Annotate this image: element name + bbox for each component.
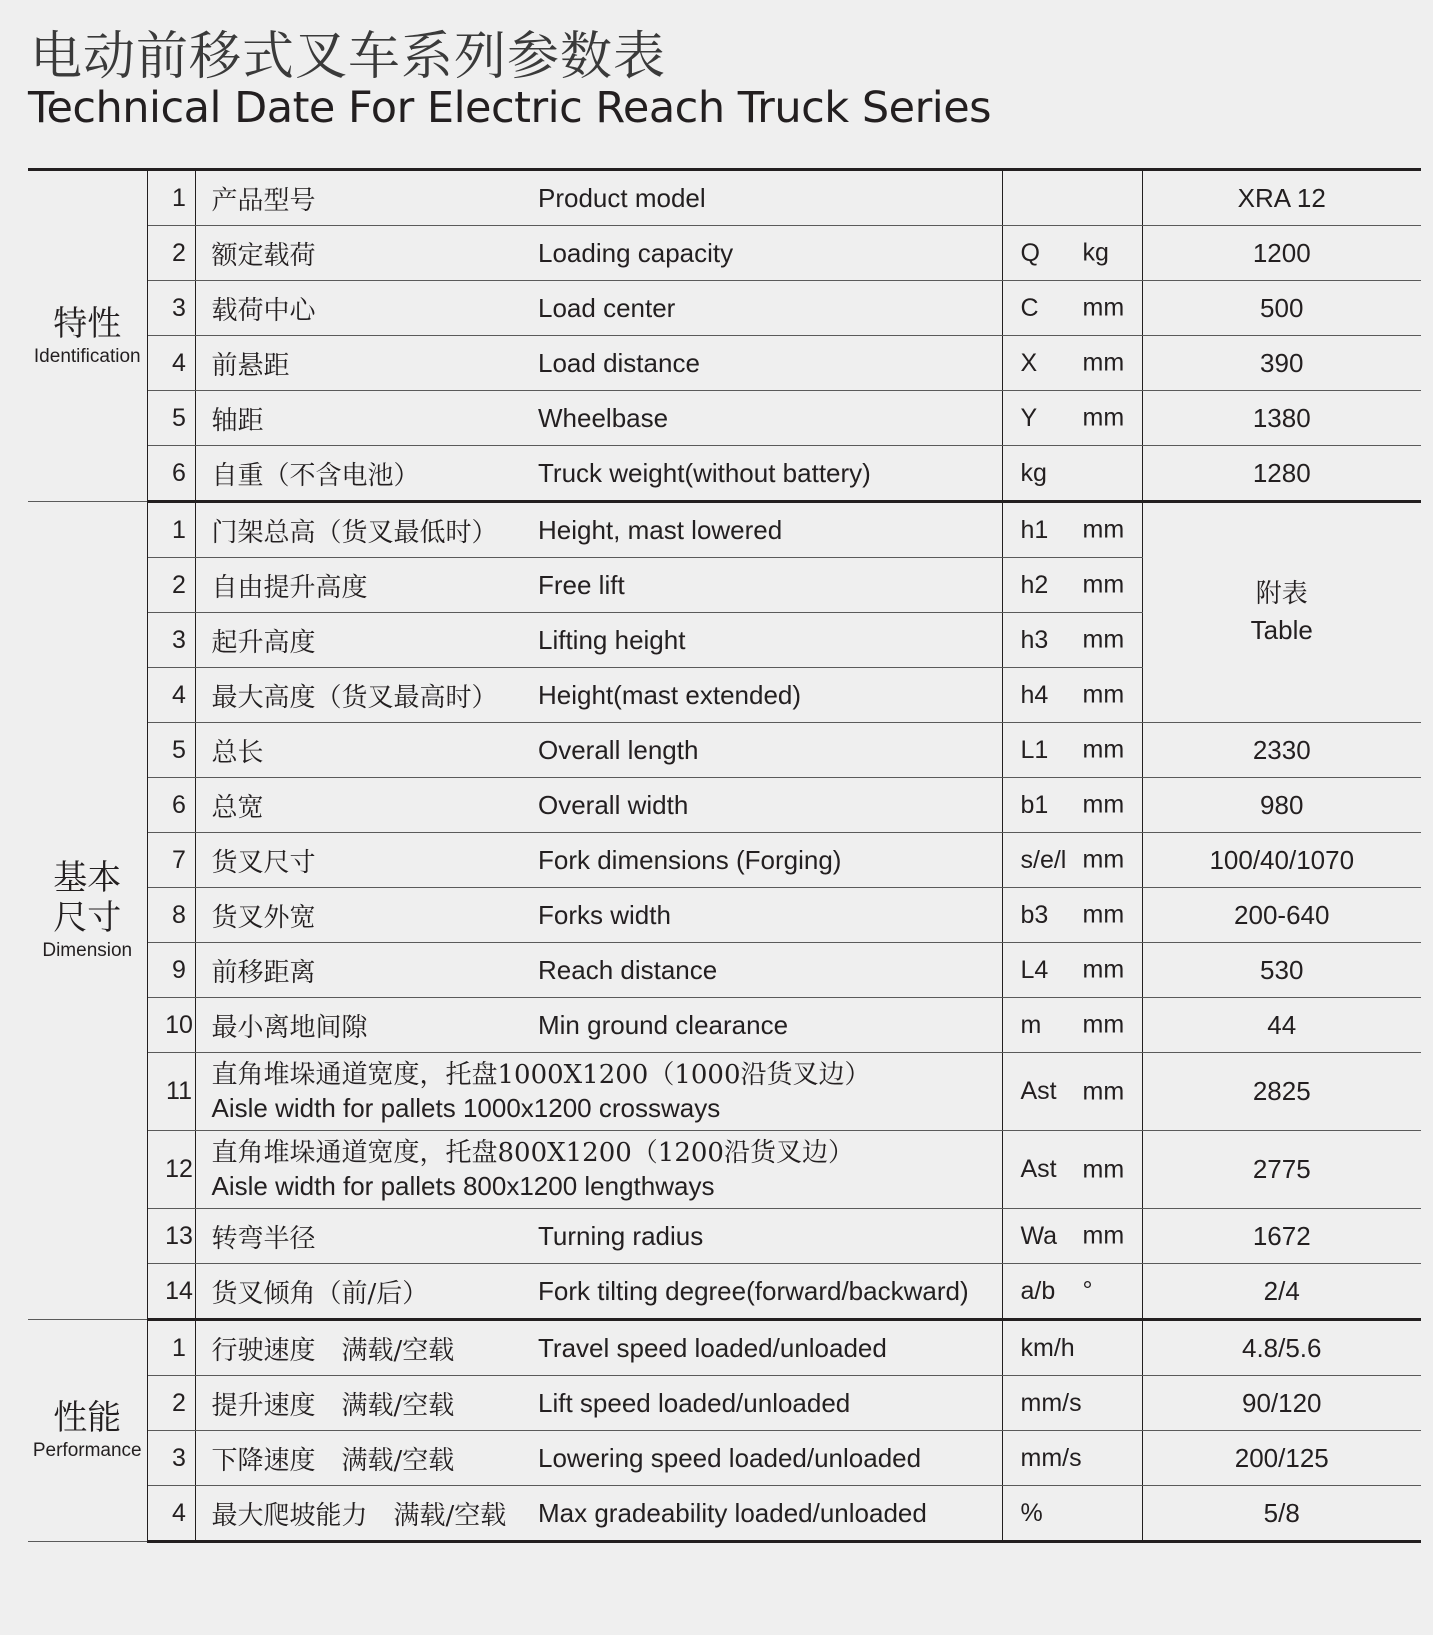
row-number: 5 — [147, 723, 195, 778]
param-name-en: Lifting height — [538, 613, 1002, 668]
param-value: 530 — [1142, 943, 1421, 998]
symbol: Q — [1020, 238, 1040, 267]
param-name-cn: 货叉尺寸 — [195, 833, 538, 888]
unit-cell — [1002, 558, 1142, 613]
table-row — [28, 226, 1421, 281]
unit-cell — [1002, 668, 1142, 723]
param-name-en: Min ground clearance — [538, 998, 1002, 1053]
param-name-cn: 最大高度（货叉最高时） — [195, 668, 538, 723]
param-value: 5/8 — [1142, 1486, 1421, 1542]
param-value: 500 — [1142, 281, 1421, 336]
param-name-cn: 直角堆垛通道宽度，托盘1000X1200（1000沿货叉边） — [211, 1060, 871, 1090]
page-title-cn: 电动前移式叉车系列参数表 — [30, 27, 667, 87]
section-dimension-cn1: 基本 — [53, 858, 122, 899]
param-name-en: Forks width — [538, 888, 1002, 943]
symbol: Ast — [1020, 1077, 1057, 1105]
section-dimension-cn2: 尺寸 — [53, 897, 122, 938]
param-value: 2825 — [1142, 1053, 1421, 1131]
table-row — [28, 888, 1421, 943]
param-name-en: Load distance — [538, 336, 1002, 391]
symbol: mm/s — [1020, 1443, 1082, 1472]
section-identification-cn: 特性 — [53, 303, 122, 344]
unit-cell — [1002, 723, 1142, 778]
param-value: 1200 — [1142, 226, 1421, 281]
unit-cell — [1002, 1431, 1142, 1486]
symbol: s/e/l — [1020, 845, 1067, 874]
param-name-cn: 货叉倾角（前/后） — [195, 1264, 538, 1320]
param-name-cn: 总宽 — [195, 778, 538, 833]
row-number: 6 — [147, 778, 195, 833]
param-name-cn: 转弯半径 — [195, 1209, 538, 1264]
unit-cell — [1002, 1131, 1142, 1209]
param-name-cn: 总长 — [195, 723, 538, 778]
param-name-en: Height, mast lowered — [538, 502, 1002, 558]
row-number: 2 — [147, 1376, 195, 1431]
table-row — [28, 833, 1421, 888]
table-ref-en: Table — [1250, 614, 1313, 645]
symbol: C — [1020, 293, 1039, 322]
param-name — [195, 1053, 1002, 1131]
unit: mm — [1082, 570, 1125, 599]
symbol: L4 — [1020, 955, 1049, 984]
unit: kg — [1082, 238, 1109, 267]
unit-cell — [1002, 888, 1142, 943]
table-row — [28, 1431, 1421, 1486]
param-name-en: Product model — [538, 170, 1002, 226]
section-performance-en: Performance — [32, 1440, 142, 1462]
table-row — [28, 281, 1421, 336]
param-name-en: Height(mast extended) — [538, 668, 1002, 723]
table-row — [28, 723, 1421, 778]
symbol: b1 — [1020, 790, 1049, 819]
row-number: 1 — [147, 170, 195, 226]
param-name-en: Loading capacity — [538, 226, 1002, 281]
unit-cell — [1002, 336, 1142, 391]
param-value: 200/125 — [1142, 1431, 1421, 1486]
row-number: 3 — [147, 281, 195, 336]
symbol: m — [1020, 1010, 1042, 1039]
param-name-en: Fork tilting degree(forward/backward) — [538, 1264, 1002, 1320]
table-row — [28, 446, 1421, 502]
symbol: Wa — [1020, 1221, 1058, 1250]
table-row — [28, 1320, 1421, 1376]
param-value: 1280 — [1142, 446, 1421, 502]
unit: mm — [1082, 955, 1125, 984]
symbol: h2 — [1020, 570, 1049, 599]
table-row — [28, 1209, 1421, 1264]
section-performance-cn: 性能 — [53, 1398, 122, 1439]
row-number: 7 — [147, 833, 195, 888]
unit-cell — [1002, 833, 1142, 888]
param-name-cn: 自由提升高度 — [195, 558, 538, 613]
unit-cell — [1002, 778, 1142, 833]
unit-cell — [1002, 1053, 1142, 1131]
param-name-en: Aisle width for pallets 1000x1200 crossways — [211, 1092, 721, 1123]
unit-cell — [1002, 998, 1142, 1053]
param-name-en: Turning radius — [538, 1209, 1002, 1264]
param-name-cn: 直角堆垛通道宽度，托盘800X1200（1200沿货叉边） — [211, 1138, 854, 1168]
unit: ° — [1082, 1276, 1093, 1305]
unit: mm — [1082, 515, 1125, 544]
unit-cell — [1002, 281, 1142, 336]
row-number: 4 — [147, 336, 195, 391]
param-value: 90/120 — [1142, 1376, 1421, 1431]
section-label-performance — [28, 1320, 147, 1542]
param-value: 4.8/5.6 — [1142, 1320, 1421, 1376]
symbol: L1 — [1020, 735, 1049, 764]
param-name-cn: 载荷中心 — [195, 281, 538, 336]
param-value: 2330 — [1142, 723, 1421, 778]
symbol: h1 — [1020, 515, 1049, 544]
unit-cell — [1002, 391, 1142, 446]
unit: mm — [1082, 735, 1125, 764]
unit: mm — [1082, 348, 1125, 377]
unit-cell — [1002, 1320, 1142, 1376]
table-row — [28, 1376, 1421, 1431]
table-row — [28, 943, 1421, 998]
symbol: b3 — [1020, 900, 1049, 929]
section-label-identification — [28, 170, 147, 502]
unit-cell — [1002, 226, 1142, 281]
row-number: 8 — [147, 888, 195, 943]
param-name-en: Lowering speed loaded/unloaded — [538, 1431, 1002, 1486]
param-name-en: Truck weight(without battery) — [538, 446, 1002, 502]
table-row — [28, 391, 1421, 446]
unit-cell — [1002, 1264, 1142, 1320]
param-name-cn: 货叉外宽 — [195, 888, 538, 943]
param-name-cn: 额定载荷 — [195, 226, 538, 281]
row-number: 13 — [147, 1209, 195, 1264]
table-row — [28, 170, 1421, 226]
unit-cell — [1002, 502, 1142, 558]
row-number: 2 — [147, 226, 195, 281]
unit: mm — [1082, 293, 1125, 322]
row-number: 3 — [147, 613, 195, 668]
param-name-cn: 产品型号 — [195, 170, 538, 226]
unit: mm — [1082, 403, 1125, 432]
param-value: 200-640 — [1142, 888, 1421, 943]
unit: mm — [1082, 790, 1125, 819]
param-name-en: Max gradeability loaded/unloaded — [538, 1486, 1002, 1542]
table-row — [28, 778, 1421, 833]
unit-cell — [1002, 1209, 1142, 1264]
symbol: % — [1020, 1498, 1043, 1527]
page-title-en: Technical Date For Electric Reach Truck Series — [28, 83, 992, 133]
param-name-cn: 提升速度 满载/空载 — [195, 1376, 538, 1431]
unit: mm — [1082, 680, 1125, 709]
param-name-en: Fork dimensions (Forging) — [538, 833, 1002, 888]
symbol: h4 — [1020, 680, 1049, 709]
param-value: 2/4 — [1142, 1264, 1421, 1320]
row-number: 1 — [147, 502, 195, 558]
section-identification-en: Identification — [33, 345, 141, 367]
unit-cell — [1002, 1376, 1142, 1431]
unit-cell — [1002, 446, 1142, 502]
param-name-cn: 门架总高（货叉最低时） — [195, 502, 538, 558]
row-number: 1 — [147, 1320, 195, 1376]
param-name-cn: 最小离地间隙 — [195, 998, 538, 1053]
symbol: mm/s — [1020, 1388, 1082, 1417]
param-name-en: Wheelbase — [538, 391, 1002, 446]
table-ref-cn: 附表 — [1255, 579, 1308, 610]
param-name-en: Reach distance — [538, 943, 1002, 998]
value-table-ref — [1142, 502, 1421, 723]
table-row — [28, 998, 1421, 1053]
param-value: 100/40/1070 — [1142, 833, 1421, 888]
row-number: 5 — [147, 391, 195, 446]
param-name-cn: 自重（不含电池） — [195, 446, 538, 502]
unit: mm — [1082, 845, 1125, 874]
param-name-cn: 下降速度 满载/空载 — [195, 1431, 538, 1486]
param-name-en: Overall length — [538, 723, 1002, 778]
row-number: 6 — [147, 446, 195, 502]
unit-cell — [1002, 1486, 1142, 1542]
table-row — [28, 1486, 1421, 1542]
table-row — [28, 1131, 1421, 1209]
unit-cell — [1002, 170, 1142, 226]
param-name-en: Load center — [538, 281, 1002, 336]
param-value: 980 — [1142, 778, 1421, 833]
symbol: kg — [1020, 458, 1047, 487]
param-name — [195, 1131, 1002, 1209]
spec-table — [28, 168, 1421, 1543]
unit: mm — [1082, 900, 1125, 929]
row-number: 9 — [147, 943, 195, 998]
unit: mm — [1082, 1221, 1125, 1250]
symbol: X — [1020, 348, 1038, 377]
table-row — [28, 502, 1421, 558]
param-name-cn: 前移距离 — [195, 943, 538, 998]
unit: mm — [1082, 1077, 1125, 1105]
row-number: 3 — [147, 1431, 195, 1486]
unit-cell — [1002, 613, 1142, 668]
param-name-cn: 轴距 — [195, 391, 538, 446]
table-row — [28, 1053, 1421, 1131]
section-dimension-en: Dimension — [42, 939, 133, 961]
row-number: 4 — [147, 1486, 195, 1542]
symbol: a/b — [1020, 1276, 1056, 1305]
symbol: km/h — [1020, 1333, 1075, 1362]
row-number: 12 — [147, 1131, 195, 1209]
row-number: 14 — [147, 1264, 195, 1320]
param-name-en: Travel speed loaded/unloaded — [538, 1320, 1002, 1376]
param-name-en: Lift speed loaded/unloaded — [538, 1376, 1002, 1431]
table-row — [28, 336, 1421, 391]
row-number: 10 — [147, 998, 195, 1053]
param-value: 1380 — [1142, 391, 1421, 446]
row-number: 4 — [147, 668, 195, 723]
param-name-cn: 行驶速度 满载/空载 — [195, 1320, 538, 1376]
unit-cell — [1002, 943, 1142, 998]
symbol: Ast — [1020, 1155, 1057, 1183]
symbol: Y — [1020, 403, 1038, 432]
unit: mm — [1082, 625, 1125, 654]
param-value: 44 — [1142, 998, 1421, 1053]
unit: mm — [1082, 1155, 1125, 1183]
row-number: 2 — [147, 558, 195, 613]
param-name-cn: 前悬距 — [195, 336, 538, 391]
param-value: XRA 12 — [1142, 170, 1421, 226]
param-name-cn: 最大爬坡能力 满载/空载 — [195, 1486, 538, 1542]
section-label-dimension — [28, 502, 147, 1320]
param-value: 390 — [1142, 336, 1421, 391]
symbol: h3 — [1020, 625, 1049, 654]
row-number: 11 — [147, 1053, 195, 1131]
param-value: 1672 — [1142, 1209, 1421, 1264]
param-value: 2775 — [1142, 1131, 1421, 1209]
param-name-cn: 起升高度 — [195, 613, 538, 668]
table-row — [28, 1264, 1421, 1320]
param-name-en: Aisle width for pallets 800x1200 lengthways — [211, 1170, 715, 1201]
param-name-en: Overall width — [538, 778, 1002, 833]
unit: mm — [1082, 1010, 1125, 1039]
param-name-en: Free lift — [538, 558, 1002, 613]
